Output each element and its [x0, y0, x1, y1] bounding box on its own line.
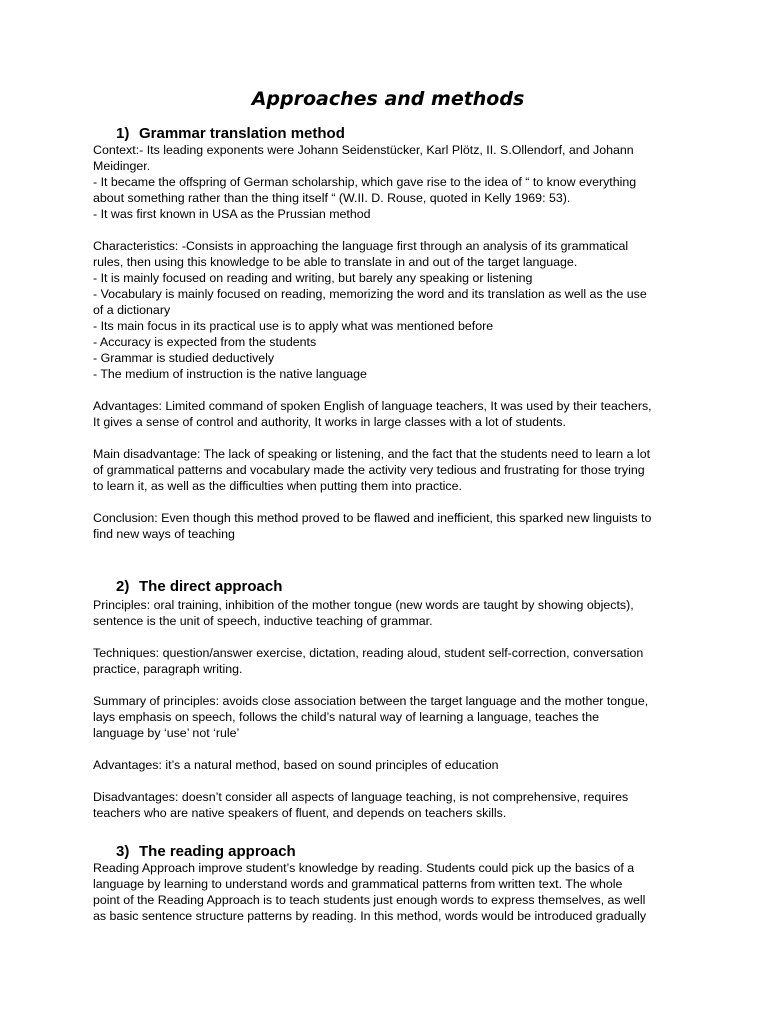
text-line: Reading Approach improve student’s knowledge by reading. Students could pick up the basics of a: [93, 861, 635, 875]
text-line: Summary of principles: avoids close association between the target language and the mother tongue,: [93, 694, 649, 708]
section-heading-grammar-translation: [116, 124, 345, 144]
text-line: language by ‘use’ not ‘rule’: [93, 726, 240, 740]
section-heading-reading-approach: [116, 842, 296, 862]
section-body-grammar-translation: [93, 142, 679, 542]
text-line: as basic sentence structure patterns by reading. In this method, words would be introduced gradually: [93, 909, 647, 923]
text-line: of grammatical patterns and vocabulary made the activity very tedious and frustrating for those trying: [93, 463, 645, 477]
text-line: about something rather than the thing itself “ (W.II. D. Rouse, quoted in Kelly 1969: 53).: [93, 191, 571, 205]
text-line: lays emphasis on speech, follows the child’s natural way of learning a language, teaches the: [93, 710, 600, 724]
text-line: - It is mainly focused on reading and writing, but barely any speaking or listening: [93, 271, 533, 285]
text-line: Main disadvantage: The lack of speaking or listening, and the fact that the students need to learn a lot: [93, 447, 651, 461]
text-line: of a dictionary: [93, 303, 171, 317]
text-line: teachers who are native speakers of fluent, and depends on teachers skills.: [93, 806, 507, 820]
document-title: Approaches and methods: [251, 88, 525, 110]
paragraph-gap: [93, 222, 679, 238]
text-line: point of the Reading Approach is to teach students just enough words to express themselves, as well: [93, 893, 646, 907]
section-number: 3): [116, 843, 130, 860]
text-line: Advantages: Limited command of spoken English of language teachers, It was used by their teachers,: [93, 399, 652, 413]
text-line: to learn it, as well as the difficulties when putting them into practice.: [93, 479, 462, 493]
text-line: - Accuracy is expected from the students: [93, 335, 317, 349]
paragraph-gap: [93, 494, 679, 510]
text-line: Principles: oral training, inhibition of the mother tongue (new words are taught by showing objects),: [93, 598, 634, 612]
text-line: Meidinger.: [93, 159, 151, 173]
paragraph-gap: [93, 430, 679, 446]
paragraph-gap: [93, 382, 679, 398]
text-line: - It was first known in USA as the Prussian method: [93, 207, 371, 221]
section-title: The reading approach: [139, 843, 296, 860]
section-title: Grammar translation method: [139, 125, 345, 142]
text-line: - It became the offspring of German scholarship, which gave rise to the idea of “ to know everything: [93, 175, 637, 189]
text-line: - The medium of instruction is the native language: [93, 367, 367, 381]
text-line: Techniques: question/answer exercise, dictation, reading aloud, student self-correction, conversation: [93, 646, 644, 660]
text-line: Characteristics: -Consists in approaching the language first through an analysis of its grammatical: [93, 239, 629, 253]
paragraph-gap: [93, 773, 679, 789]
text-line: - Grammar is studied deductively: [93, 351, 275, 365]
text-line: language by learning to understand words and grammatical patterns from written text. The whole: [93, 877, 623, 891]
text-line: - Its main focus in its practical use is to apply what was mentioned before: [93, 319, 494, 333]
text-line: rules, then using this knowledge to be able to translate in and out of the target language.: [93, 255, 578, 269]
text-line: It gives a sense of control and authority, It works in large classes with a lot of students.: [93, 415, 566, 429]
text-line: Conclusion: Even though this method proved to be flawed and inefficient, this sparked new linguists to: [93, 511, 652, 525]
text-line: Disadvantages: doesn’t consider all aspects of language teaching, is not comprehensive, requires: [93, 790, 629, 804]
text-line: find new ways of teaching: [93, 527, 235, 541]
text-line: Advantages: it’s a natural method, based on sound principles of education: [93, 758, 499, 772]
section-body-reading-approach: [93, 860, 679, 924]
text-line: practice, paragraph writing.: [93, 662, 243, 676]
text-line: - Vocabulary is mainly focused on reading, memorizing the word and its translation as well as the use: [93, 287, 647, 301]
section-number: 1): [116, 125, 130, 142]
text-line: sentence is the unit of speech, inductive teaching of grammar.: [93, 614, 433, 628]
section-heading-direct-approach: [116, 577, 282, 597]
text-line: Context:- Its leading exponents were Johann Seidenstücker, Karl Plötz, II. S.Ollendorf, and Johann: [93, 143, 634, 157]
section-title: The direct approach: [139, 578, 283, 595]
paragraph-gap: [93, 741, 679, 757]
paragraph-gap: [93, 677, 679, 693]
section-body-direct-approach: [93, 597, 679, 821]
section-number: 2): [116, 578, 130, 595]
paragraph-gap: [93, 629, 679, 645]
